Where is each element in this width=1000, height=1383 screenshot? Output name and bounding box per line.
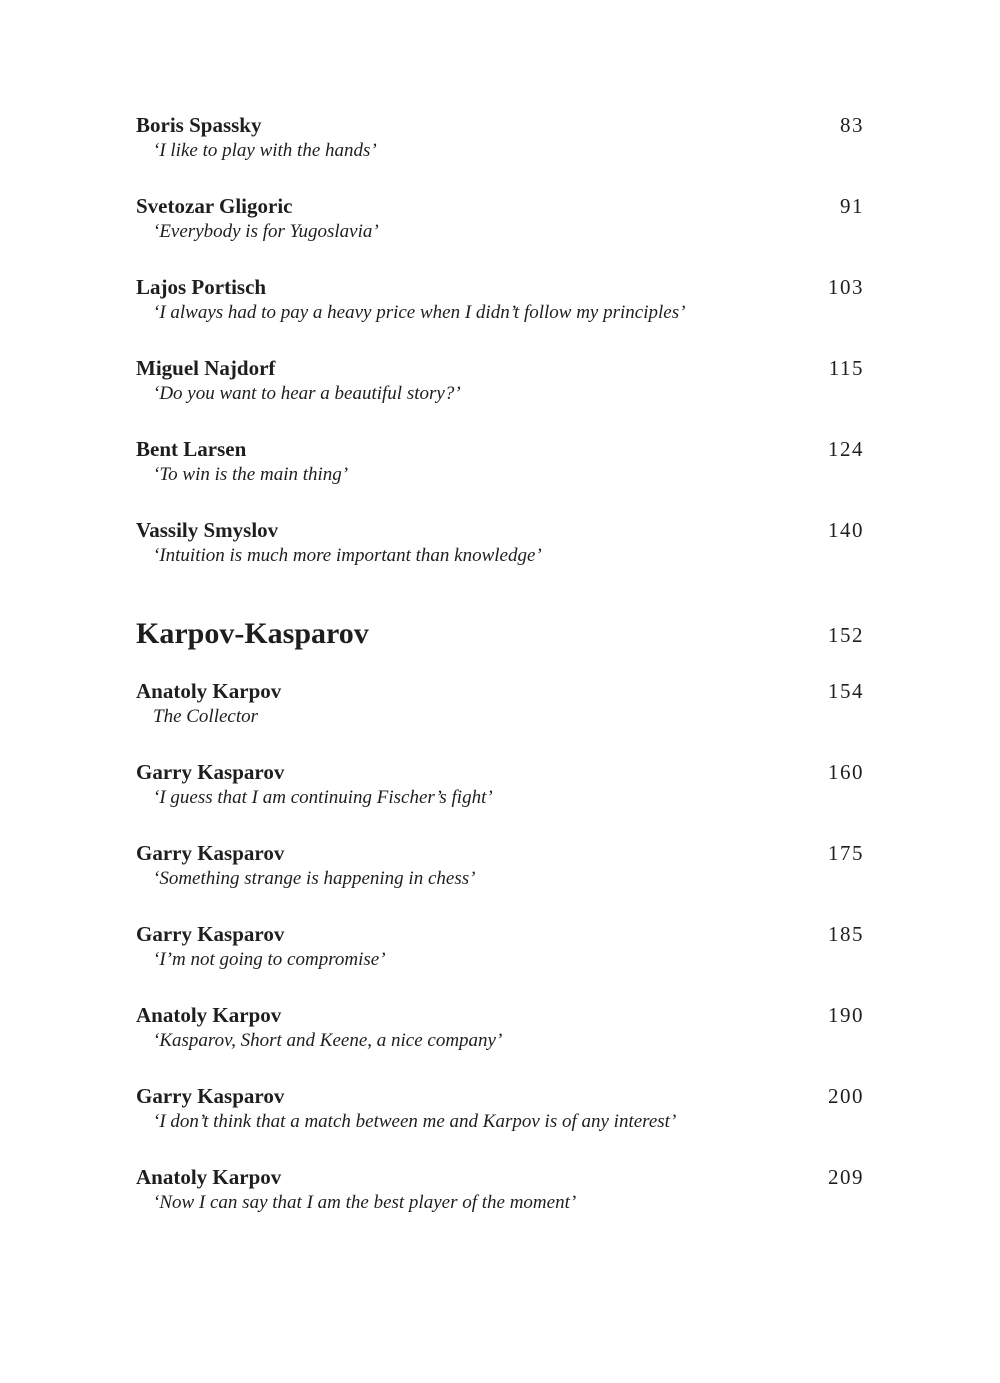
entry-subtitle: ‘I guess that I am continuing Fischer’s fight’	[153, 787, 493, 808]
entry-name: Boris Spassky	[136, 113, 262, 137]
toc-entry	[136, 1164, 864, 1224]
entry-name: Vassily Smyslov	[136, 518, 279, 542]
entry-page-number: 154	[828, 679, 864, 703]
toc-entry	[136, 436, 864, 496]
entry-page-number: 103	[828, 275, 864, 299]
entry-subtitle: ‘I like to play with the hands’	[153, 140, 377, 161]
entry-subtitle: ‘Do you want to hear a beautiful story?’	[153, 383, 461, 404]
entry-name: Garry Kasparov	[136, 841, 285, 865]
entry-page-number: 200	[828, 1084, 864, 1108]
entry-page-number: 83	[840, 113, 864, 137]
table-of-contents	[136, 0, 864, 1383]
entry-name: Anatoly Karpov	[136, 1165, 282, 1189]
toc-entry	[136, 840, 864, 900]
toc-entry	[136, 112, 864, 172]
toc-entry	[136, 193, 864, 253]
entry-name: Garry Kasparov	[136, 922, 285, 946]
entry-page-number: 209	[828, 1165, 864, 1189]
toc-entry	[136, 355, 864, 415]
section-title: Karpov-Kasparov	[136, 617, 369, 650]
entry-name: Garry Kasparov	[136, 1084, 285, 1108]
entry-page-number: 115	[828, 356, 864, 380]
toc-entry	[136, 921, 864, 981]
entry-page-number: 160	[828, 760, 864, 784]
entry-name: Svetozar Gligoric	[136, 194, 293, 218]
entry-subtitle: ‘I always had to pay a heavy price when I didn’t follow my principles’	[153, 302, 686, 323]
section-heading	[136, 615, 864, 655]
entry-page-number: 175	[828, 841, 864, 865]
entry-name: Anatoly Karpov	[136, 679, 282, 703]
entry-subtitle: ‘I don’t think that a match between me and Karpov is of any interest’	[153, 1111, 677, 1132]
entry-subtitle: ‘Everybody is for Yugoslavia’	[153, 221, 379, 242]
entry-page-number: 91	[840, 194, 864, 218]
toc-entry	[136, 678, 864, 738]
entry-page-number: 190	[828, 1003, 864, 1027]
toc-entry	[136, 1002, 864, 1062]
entry-name: Lajos Portisch	[136, 275, 267, 299]
entry-page-number: 124	[828, 437, 864, 461]
entry-page-number: 140	[828, 518, 864, 542]
entry-subtitle: The Collector	[153, 706, 259, 727]
entry-subtitle: ‘I’m not going to compromise’	[153, 949, 386, 970]
entry-subtitle: ‘Something strange is happening in chess’	[153, 868, 476, 889]
toc-entry	[136, 759, 864, 819]
section-page-number: 152	[828, 623, 864, 647]
entry-subtitle: ‘Kasparov, Short and Keene, a nice company’	[153, 1030, 503, 1051]
entry-subtitle: ‘To win is the main thing’	[153, 464, 349, 485]
toc-entry	[136, 274, 864, 334]
entry-name: Anatoly Karpov	[136, 1003, 282, 1027]
entry-subtitle: ‘Now I can say that I am the best player of the moment’	[153, 1192, 577, 1213]
entry-page-number: 185	[828, 922, 864, 946]
entry-subtitle: ‘Intuition is much more important than knowledge’	[153, 545, 542, 566]
entry-name: Miguel Najdorf	[136, 356, 276, 380]
toc-entry	[136, 1083, 864, 1143]
toc-entry	[136, 517, 864, 577]
entry-name: Garry Kasparov	[136, 760, 285, 784]
entry-name: Bent Larsen	[136, 437, 247, 461]
